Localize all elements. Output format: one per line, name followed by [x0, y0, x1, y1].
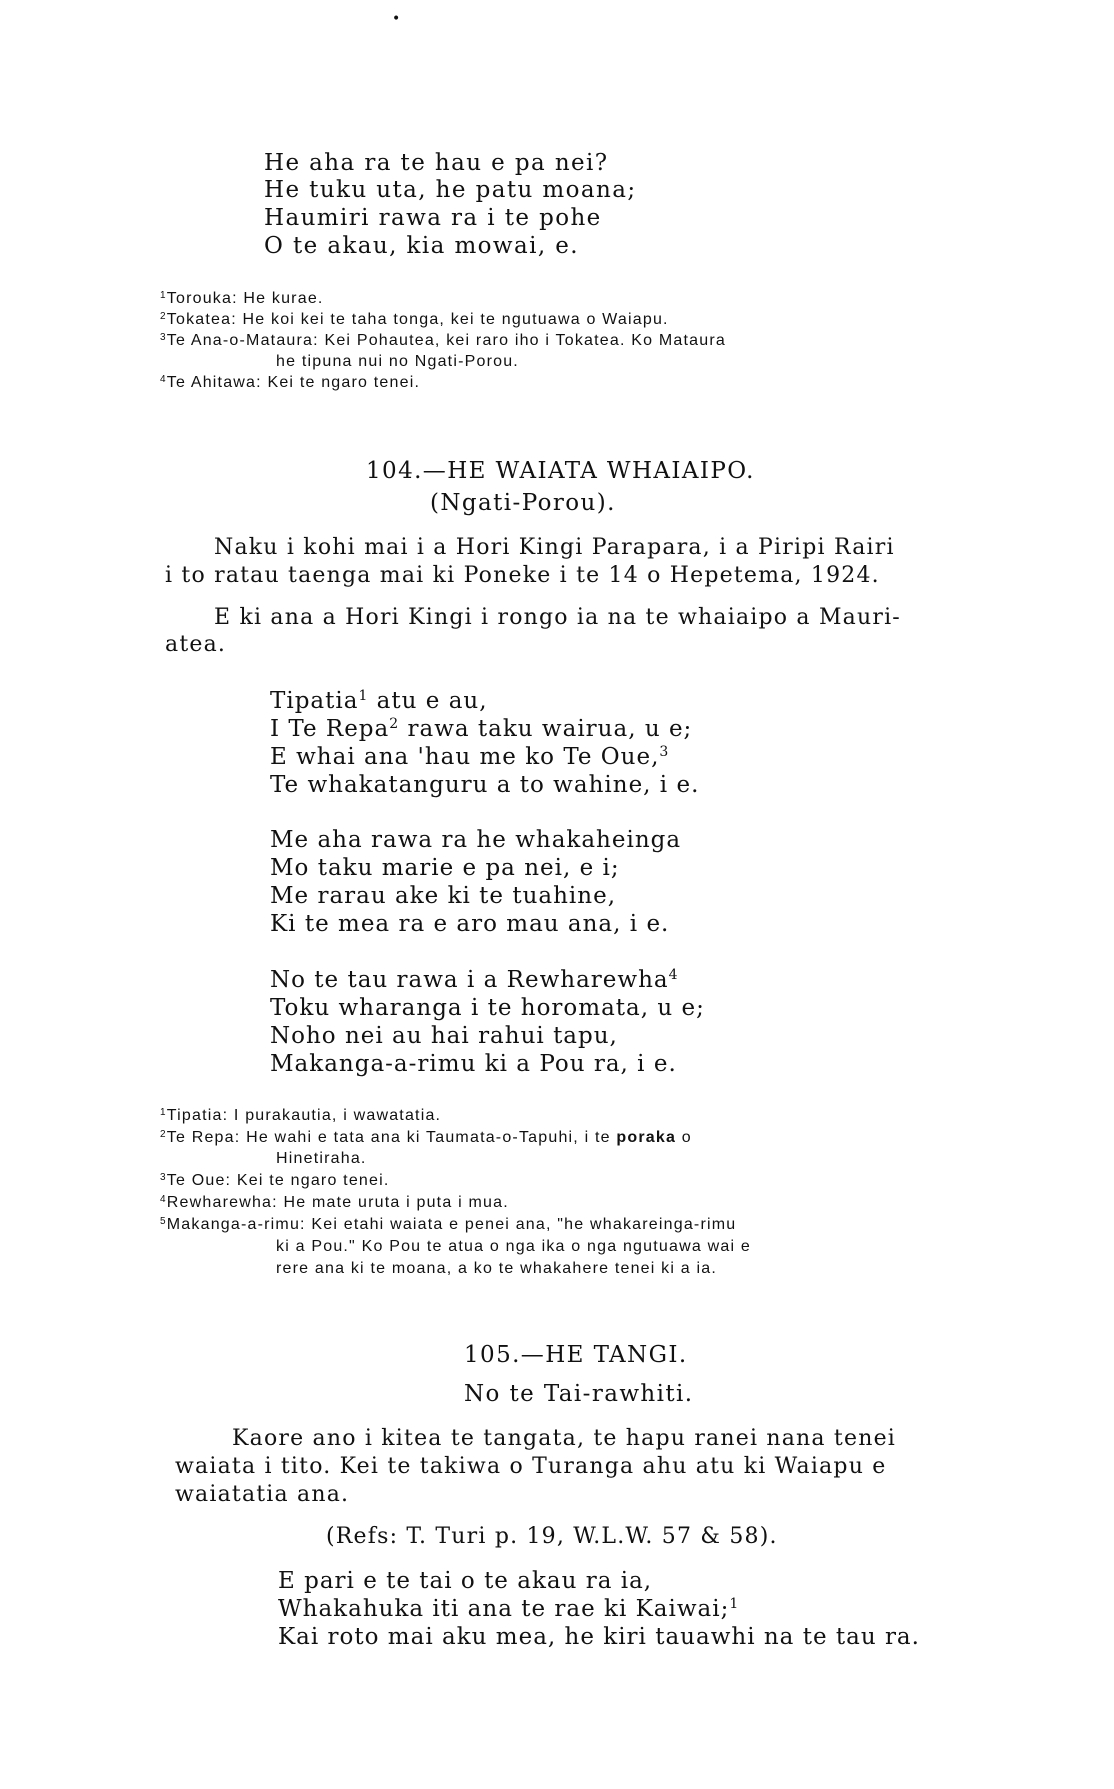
verse-line: He aha ra te hau e pa nei?	[264, 150, 609, 176]
footnote-continuation: Hinetiraha.	[276, 1150, 367, 1167]
footnote-continuation: rere ana ki te moana, a ko te whakahere tenei ki a ia.	[276, 1260, 718, 1277]
intro-line: E ki ana a Hori Kingi i rongo ia na te whaiaipo a Mauri-	[214, 605, 901, 630]
verse-line: O te akau, kia mowai, e.	[264, 233, 580, 259]
references: (Refs: T. Turi p. 19, W.L.W. 57 & 58).	[326, 1524, 778, 1549]
footnote: $^3$Te Oue: Kei te ngaro tenei.	[160, 1172, 390, 1189]
verse-line: Te whakatanguru a to wahine, i e.	[270, 772, 700, 798]
song-title: 105.—HE TANGI.	[464, 1342, 688, 1368]
verse-line: Me rarau ake ki te tuahine,	[270, 883, 617, 909]
footnote: $^3$Te Ana-o-Mataura: Kei Pohautea, kei raro iho i Tokatea. Ko Mataura	[160, 332, 726, 349]
footnote: $^4$Te Ahitawa: Kei te ngaro tenei.	[160, 374, 421, 391]
footnote: $^5$Makanga-a-rimu: Kei etahi waiata e penei ana, "he whakareinga-rimu	[160, 1216, 737, 1233]
verse-line: Noho nei au hai rahui tapu,	[270, 1023, 618, 1049]
intro-line: waiatatia ana.	[175, 1482, 350, 1507]
footnote-continuation: he tipuna nui no Ngati-Porou.	[276, 353, 519, 370]
intro-line: Naku i kohi mai i a Hori Kingi Parapara, i a Piripi Rairi	[214, 535, 895, 560]
verse-line: Whakahuka iti ana te rae ki Kaiwai;$^1$	[278, 1596, 740, 1622]
verse-line: Tipatia$^1$ atu e au,	[270, 688, 488, 714]
verse-line: I Te Repa$^2$ rawa taku wairua, u e;	[270, 716, 693, 742]
intro-line: waiata i tito. Kei te takiwa o Turanga ahu atu ki Waiapu e	[175, 1454, 887, 1479]
verse-line: Makanga-a-rimu ki a Pou ra, i e.	[270, 1051, 677, 1077]
footnote: $^2$Te Repa: He wahi e tata ana ki Taumata-o-Tapuhi, i te poraka o	[160, 1129, 692, 1146]
verse-line: Kai roto mai aku mea, he kiri tauawhi na te tau ra.	[278, 1624, 920, 1650]
intro-line: Kaore ano i kitea te tangata, te hapu ranei nana tenei	[232, 1426, 897, 1451]
song-subtitle: No te Tai-rawhiti.	[464, 1381, 694, 1407]
song-tribe: (Ngati-Porou).	[430, 490, 616, 516]
verse-line: He tuku uta, he patu moana;	[264, 177, 637, 203]
verse-line: No te tau rawa i a Rewharewha$^4$	[270, 967, 679, 993]
verse-line: Me aha rawa ra he whakaheinga	[270, 827, 682, 853]
footnote: $^1$Torouka: He kurae.	[160, 290, 324, 307]
footnote-continuation: ki a Pou." Ko Pou te atua o nga ika o nga ngutuawa wai e	[276, 1238, 751, 1255]
footnote: $^1$Tipatia: I purakautia, i wawatatia.	[160, 1107, 442, 1124]
intro-line: atea.	[165, 632, 227, 657]
verse-line: E pari e te tai o te akau ra ia,	[278, 1568, 653, 1594]
footnote: $^4$Rewharewha: He mate uruta i puta i mua.	[160, 1194, 509, 1211]
verse-line: Toku wharanga i te horomata, u e;	[270, 995, 705, 1021]
verse-line: E whai ana 'hau me ko Te Oue,$^3$	[270, 744, 670, 770]
verse-line: Mo taku marie e pa nei, e i;	[270, 855, 620, 881]
footnote: $^2$Tokatea: He koi kei te taha tonga, kei te ngutuawa o Waiapu.	[160, 311, 669, 328]
page-mark: •	[392, 11, 401, 27]
intro-line: i to ratau taenga mai ki Poneke i te 14 o Hepetema, 1924.	[165, 563, 880, 588]
song-title: 104.—HE WAIATA WHAIAIPO.	[366, 458, 755, 484]
verse-line: Haumiri rawa ra i te pohe	[264, 205, 602, 231]
verse-line: Ki te mea ra e aro mau ana, i e.	[270, 911, 670, 937]
